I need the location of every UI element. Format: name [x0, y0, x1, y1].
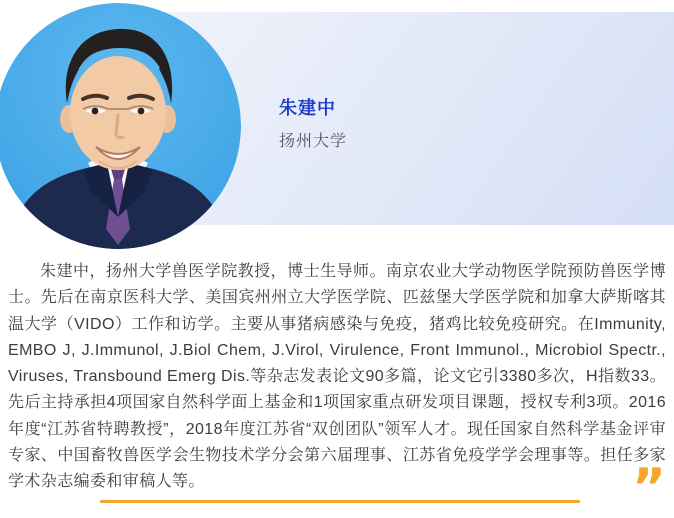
accent-divider-line — [100, 500, 580, 503]
closing-quote-icon: ” — [631, 458, 666, 518]
person-name: 朱建中 — [279, 98, 336, 118]
portrait-photo-illustration — [0, 3, 241, 249]
profile-photo — [0, 3, 241, 249]
biography-paragraph: 朱建中，扬州大学兽医学院教授，博士生导师。南京农业大学动物医学院预防兽医学博士。先后在南京医科大学、美国宾州州立大学医学院、匹兹堡大学医学院和加拿大萨斯喀其温大学（VIDO）工作和访学。主要从事猪病感染与免疫，猪鸡比较免疫研究。在Immunity, EMBO J, J.Immunol, J.Biol Chem, J.Virol, Virulence, Front Immunol., Microbiol Spectr., Viruses, Transbound Emerg Dis.等杂志发表论文90多篇，论文它引3380多次，H指数33。先后主持承担4项国家自然科学面上基金和1项国家重点研发项目课题，授权专利3项。2016年度“江苏省特聘教授”，2018年度江苏省“双创团队”领军人才。现任国家自然科学基金评审专家、中国畜牧兽医学会生物技术学分会第六届理事、江苏省免疫学学会理事等。担任多家学术杂志编委和审稿人等。 — [8, 263, 666, 491]
person-affiliation: 扬州大学 — [279, 133, 348, 150]
